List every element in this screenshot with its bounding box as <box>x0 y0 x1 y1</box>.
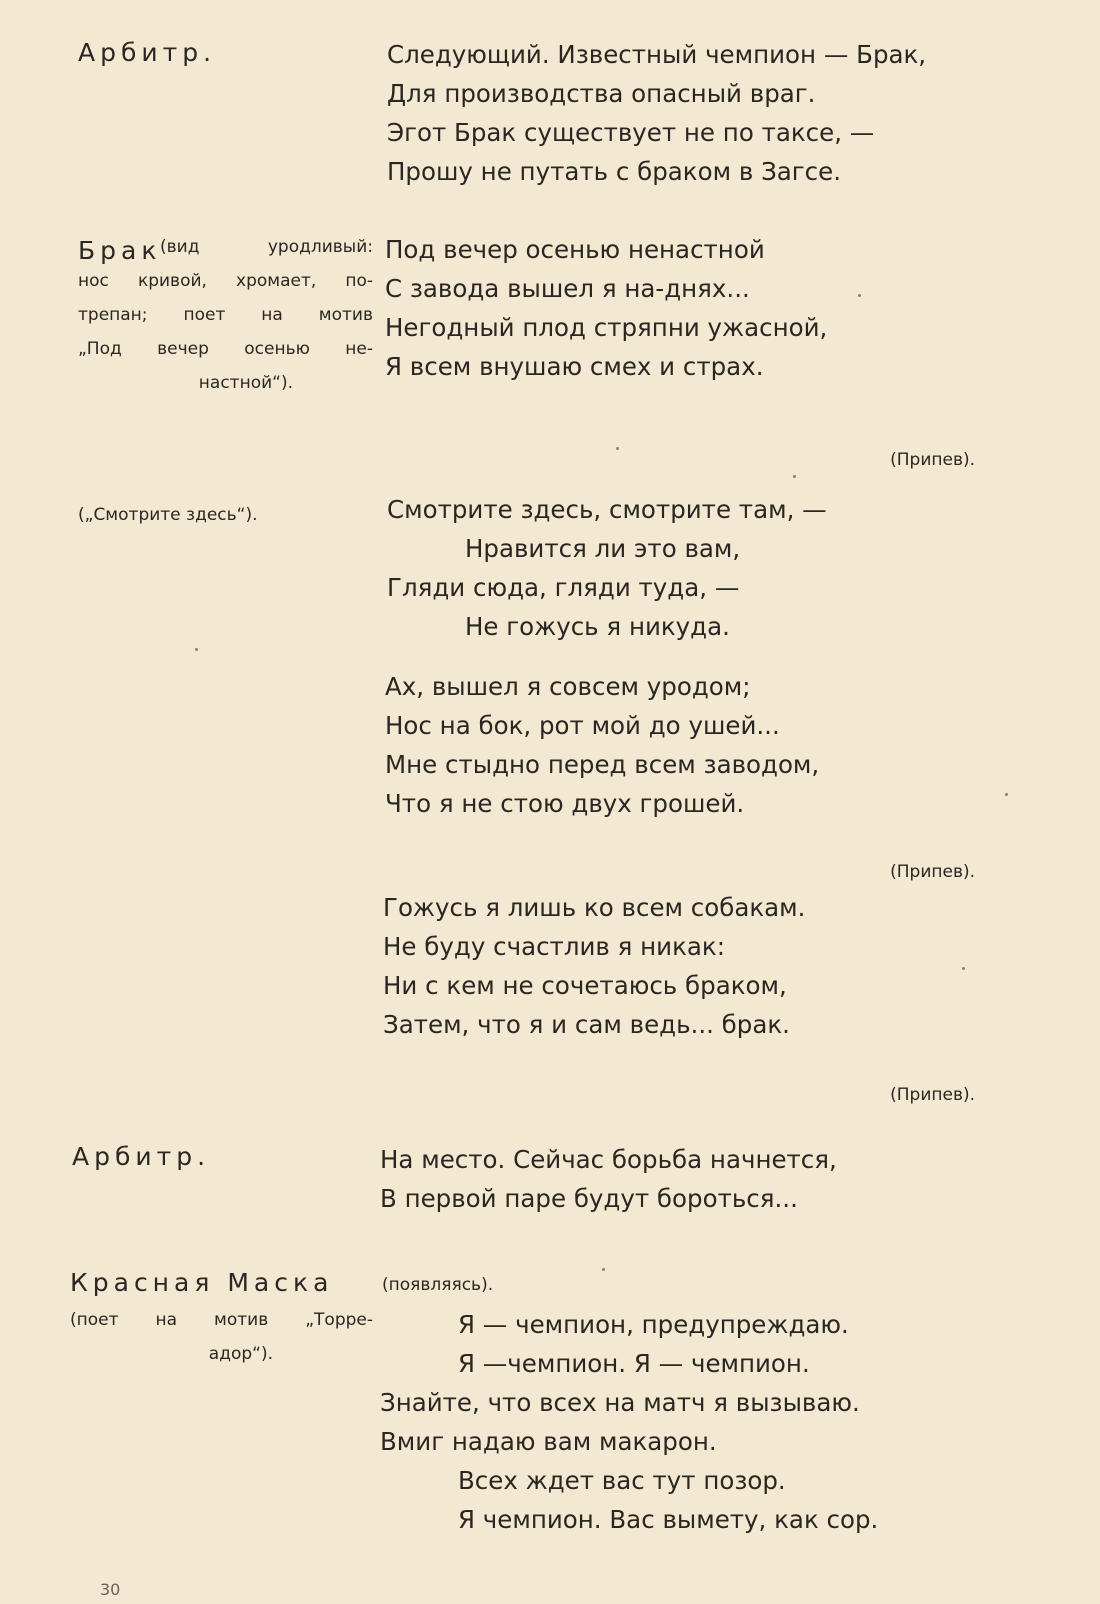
note-line: настной“). <box>198 373 293 393</box>
verse-line: Не буду счастлив я никак: <box>383 932 725 961</box>
verse-line: Ни с кем не сочетаюсь браком, <box>383 971 787 1000</box>
paper-speck <box>1005 793 1008 796</box>
verse-line: Не гожусь я никуда. <box>465 612 730 641</box>
speaker-brak: Брак <box>78 236 162 265</box>
paper-speck <box>602 1268 605 1271</box>
paper-speck <box>858 294 861 297</box>
stage-direction-mask <box>70 1303 373 1371</box>
verse-brak <box>385 230 827 386</box>
verse-arbiter-1 <box>387 35 926 191</box>
verse-line: Я чемпион. Вас вымету, как сор. <box>458 1505 879 1534</box>
verse-line: Следующий. Известный чемпион — Брак, <box>387 40 927 69</box>
verse-line: Под вечер осенью ненастной <box>385 235 765 264</box>
verse-line: Что я не стою двух грошей. <box>385 789 745 818</box>
verse-line: Для производства опасный враг. <box>387 79 816 108</box>
verse-line: Гляди сюда, гляди туда, — <box>387 573 740 602</box>
note-line: (вид уродливый: <box>160 237 373 257</box>
verse-line: Мне стыдно перед всем заводом, <box>385 750 820 779</box>
stage-direction-mask-entering: (появляясь). <box>382 1275 494 1295</box>
verse-line: Прошу не путать с браком в Загсе. <box>387 157 841 186</box>
verse-2 <box>385 667 819 823</box>
verse-line: Вмиг надаю вам макарон. <box>380 1427 717 1456</box>
paper-speck <box>195 648 198 651</box>
speaker-red-mask: Красная Маска <box>70 1268 334 1297</box>
verse-arbiter-2 <box>380 1140 837 1218</box>
verse-line: Всех ждет вас тут позор. <box>458 1466 786 1495</box>
verse-line: Эгот Брак существует не по таксе, — <box>387 118 875 147</box>
speaker-arbiter-2: Арбитр. <box>72 1142 211 1171</box>
refrain-mark-3: (Припев). <box>890 1085 975 1105</box>
note-line: „Под вечер осенью не- <box>78 339 373 359</box>
verse-line: В первой паре будут бороться... <box>380 1184 798 1213</box>
verse-line: Негодный плод стряпни ужасной, <box>385 313 828 342</box>
verse-line: Знайте, что всех на матч я вызываю. <box>380 1388 860 1417</box>
note-line: нос кривой, хромает, по- <box>78 271 373 291</box>
verse-line: Я —чемпион. Я — чемпион. <box>458 1349 810 1378</box>
note-line: трепан; поет на мотив <box>78 305 373 325</box>
stage-direction-brak-cont <box>78 264 373 400</box>
verse-line: Нравится ли это вам, <box>465 534 741 563</box>
verse-red-mask <box>380 1305 878 1539</box>
verse-3 <box>383 888 805 1044</box>
verse-line: Нос на бок, рот мой до ушей... <box>385 711 780 740</box>
stage-direction-chorus: („Смотрите здесь“). <box>78 505 258 525</box>
verse-line: Гожусь я лишь ко всем собакам. <box>383 893 806 922</box>
paper-speck <box>793 475 796 478</box>
verse-line: Я — чемпион, предупреждаю. <box>458 1310 849 1339</box>
page-number: 30 <box>100 1580 121 1599</box>
speaker-arbiter-1: Арбитр. <box>78 38 217 67</box>
paper-speck <box>616 447 619 450</box>
verse-line: Смотрите здесь, смотрите там, — <box>387 495 827 524</box>
verse-line: На место. Сейчас борьба начнется, <box>380 1145 837 1174</box>
refrain-mark-2: (Припев). <box>890 862 975 882</box>
refrain-mark-1: (Припев). <box>890 450 975 470</box>
verse-line: Я всем внушаю смех и страх. <box>385 352 764 381</box>
verse-line: Ах, вышел я совсем уродом; <box>385 672 751 701</box>
verse-chorus <box>387 490 827 646</box>
verse-line: Затем, что я и сам ведь... брак. <box>383 1010 790 1039</box>
stage-direction-brak <box>160 230 373 264</box>
note-line: адор“). <box>208 1344 273 1364</box>
note-line: (поет на мотив „Торре- <box>70 1310 373 1330</box>
paper-speck <box>962 967 965 970</box>
verse-line: С завода вышел я на-днях... <box>385 274 750 303</box>
